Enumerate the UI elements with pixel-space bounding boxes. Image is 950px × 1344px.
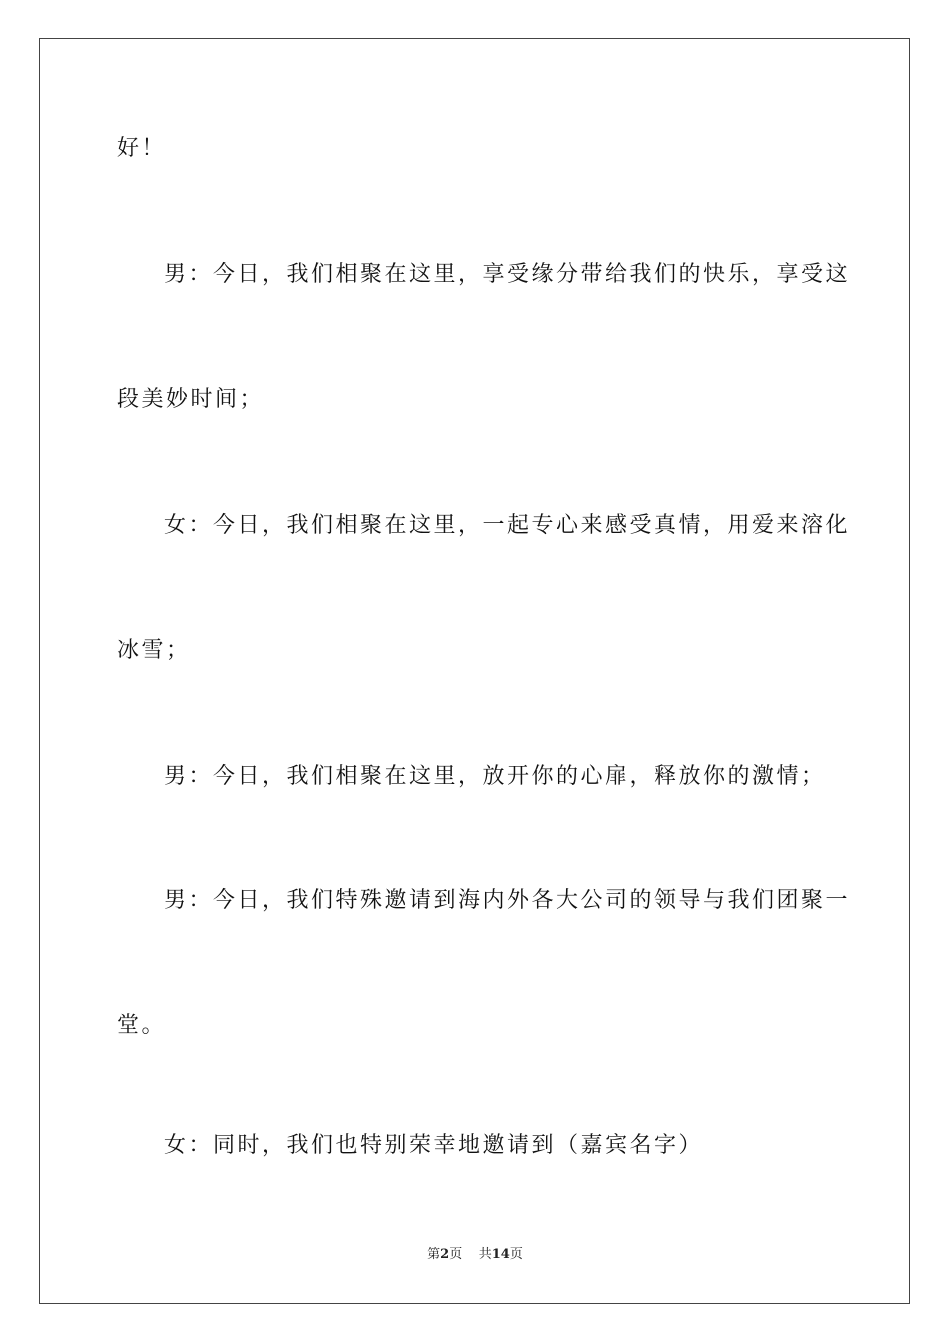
total-suffix: 页 [509,1247,523,1262]
page-footer [0,1246,950,1264]
text-line: 段美妙时间； [117,387,265,412]
text-line: 男：今日，我们相聚在这里，放开你的心扉，释放你的激情； [164,764,826,789]
page-border [39,38,910,1304]
page-prefix: 第 [427,1247,441,1262]
page-suffix: 页 [449,1247,463,1262]
total-prefix: 共 [478,1247,492,1262]
text-line: 男：今日，我们特殊邀请到海内外各大公司的领导与我们团聚一 [164,888,851,913]
text-line: 女：同时，我们也特别荣幸地邀请到（嘉宾名字） [164,1133,704,1158]
text-line: 堂。 [117,1013,167,1038]
text-line: 冰雪； [117,638,191,663]
text-line: 女：今日，我们相聚在这里，一起专心来感受真情，用爱来溶化 [164,513,851,538]
total-pages: 14 [491,1247,510,1262]
page-number: 2 [440,1247,450,1262]
text-line: 男：今日，我们相聚在这里，享受缘分带给我们的快乐，享受这 [164,262,851,287]
text-line: 好！ [117,136,167,161]
